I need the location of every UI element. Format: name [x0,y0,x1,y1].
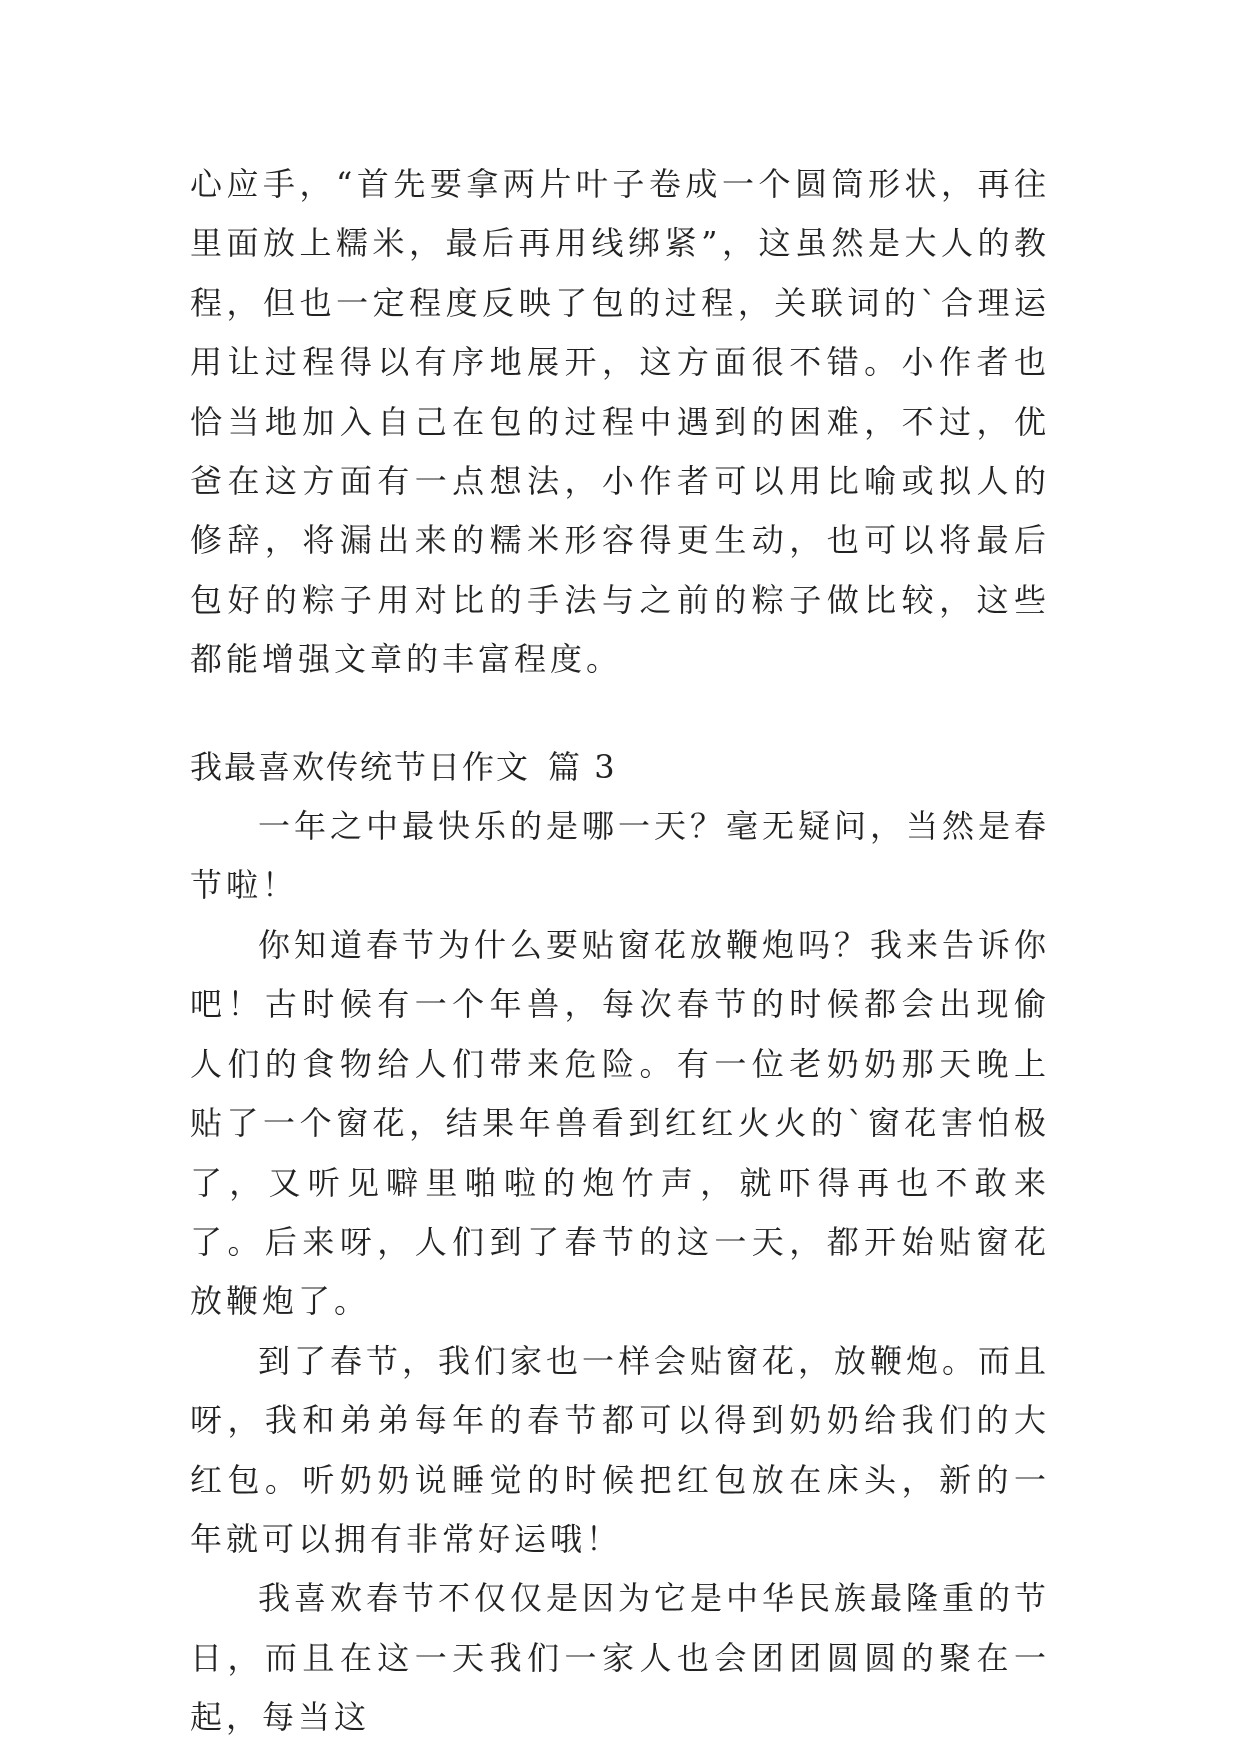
essay-paragraph-1: 一年之中最快乐的是哪一天？毫无疑问，当然是春节啦！ [190,807,1051,905]
section-number: 篇 3 [548,747,617,786]
previous-essay-commentary [190,155,1050,690]
commentary-paragraph: 心应手，“首先要拿两片叶子卷成一个圆筒形状，再往里面放上糯米，最后再用线绑紧”，这虽然是大人的教程，但也一定程度反映了包的过程，关联词的`合理运用让过程得以有序地展开，这方面很不错。小作者也恰当地加入自己在包的过程中遇到的困难，不过，优爸在这方面有一点想法，小作者可以用比喻或拟人的修辞，将漏出来的糯米形容得更生动，也可以将最后包好的粽子用对比的手法与之前的粽子做比较，这些都能增强文章的丰富程度。 [190,165,1050,679]
document-body [190,155,1050,1748]
essay-paragraph-4: 我喜欢春节不仅仅是因为它是中华民族最隆重的节日，而且在这一天我们一家人也会团团圆圆的聚在一起，每当这 [190,1579,1051,1737]
essay-paragraph-3: 到了春节，我们家也一样会贴窗花，放鞭炮。而且呀，我和弟弟每年的春节都可以得到奶奶给我们的大红包。听奶奶说睡觉的时候把红包放在床头，新的一年就可以拥有非常好运哦！ [190,1341,1051,1558]
section-title: 我最喜欢传统节日作文 [190,747,531,786]
section-heading [190,738,1050,797]
essay-body [190,797,1050,1748]
essay-paragraph-2: 你知道春节为什么要贴窗花放鞭炮吗？我来告诉你吧！古时候有一个年兽，每次春节的时候都会出现偷人们的食物给人们带来危险。有一位老奶奶那天晚上贴了一个窗花，结果年兽看到红红火火的`窗花害怕极了，又听见噼里啪啦的炮竹声，就吓得再也不敢来了。后来呀，人们到了春节的这一天，都开始贴窗花放鞭炮了。 [190,925,1051,1321]
